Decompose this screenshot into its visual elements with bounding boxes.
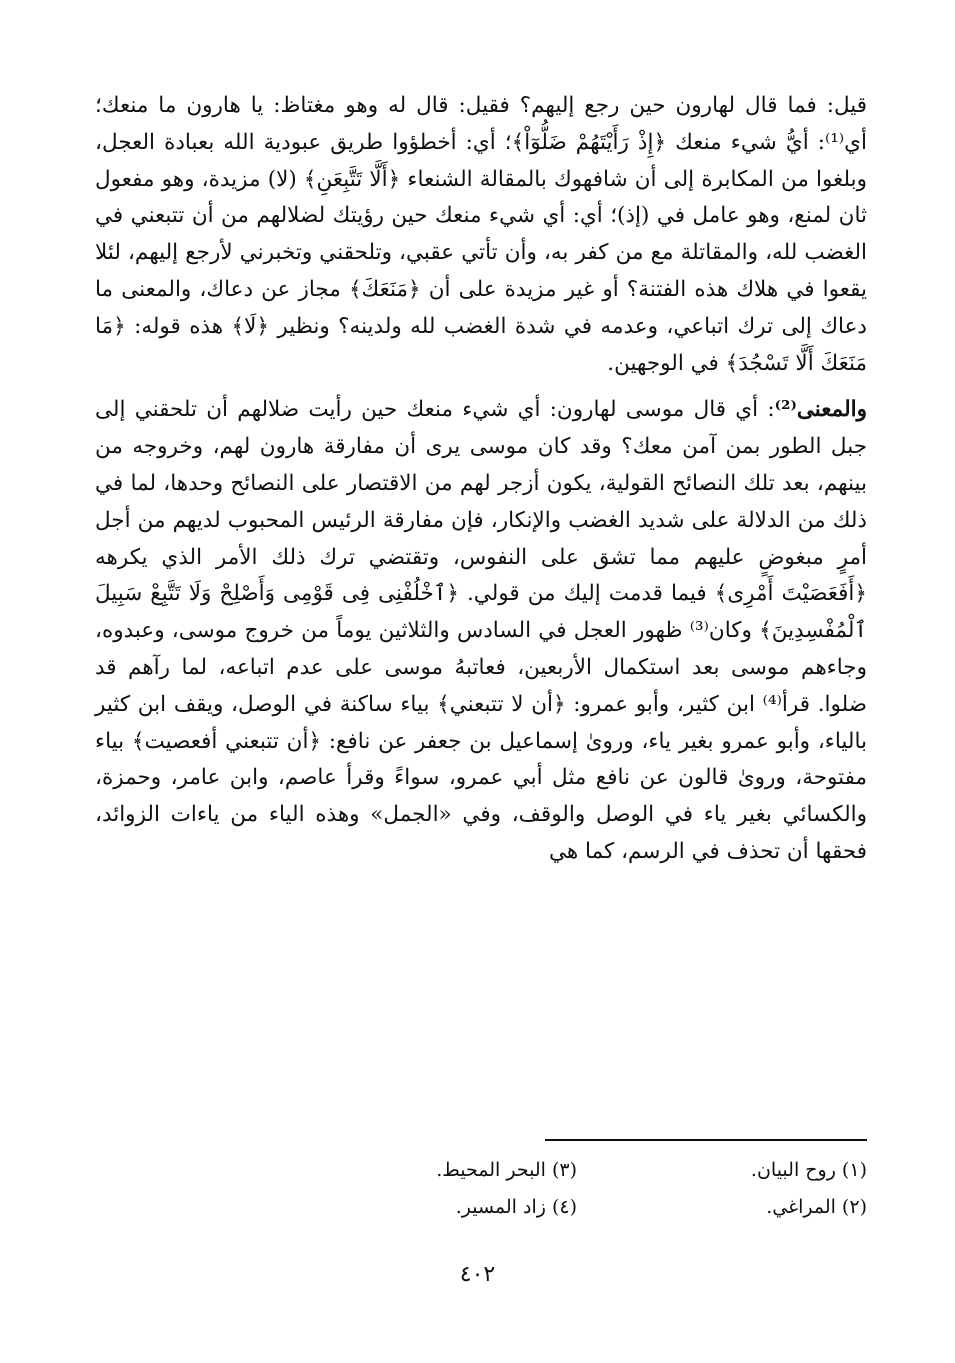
paragraph-2 <box>95 392 867 870</box>
footnote-separator <box>545 1139 867 1141</box>
paragraph-1: قيل: فما قال لهارون حين رجع إليهم؟ فقيل: قال له وهو مغتاظ: يا هارون ما منعك؛ أي⁽¹⁾: أيُّ شيء منعك ﴿إِذْ رَأَيْتَهُمْ ضَلُّوٓاْ﴾؛ أي: أخطؤوا طريق عبودية الله بعبادة العجل، وبلغوا من المكابرة إلى أن شافهوك بالمقالة الشنعاء ﴿أَلَّا تَتَّبِعَنِ﴾ (لا) مزيدة، وهو مفعول ثان لمنع، وهو عامل في (إذ)؛ أي: أي شيء منعك حين رؤيتك لضلالهم من أن تتبعني في الغضب لله، والمقاتلة مع من كفر به، وأن تأتي عقبي، وتلحقني وتخبرني لأرجع إليهم، لئلا يقعوا في هلاك هذه الفتنة؟ أو غير مزيدة على أن ﴿مَنَعَكَ﴾ مجاز عن دعاك، والمعنى ما دعاك إلى ترك اتباعي، وعدمه في شدة الغضب لله ولدينه؟ ونظير ﴿لَا﴾ هذه قوله: ﴿مَا مَنَعَكَ أَلَّا تَسْجُدَ﴾ في الوجهين. <box>95 93 867 376</box>
paragraph-2-body: : أي قال موسى لهارون: أي شيء منعك حين رأيت ضلالهم أن تلحقني إلى جبل الطور بمن آمن معك؟ وقد كان موسى يرى أن مفارقة هارون لهم، وخروجه من بينهم، بعد تلك النصائح القولية، يكون أزجر لهم من الاقتصار على النصائح وحدها، لما في ذلك من الدلالة على شديد الغضب والإنكار، فإن مفارقة الرئيس المحبوب لديهم من أجل أمرٍ مبغوضٍ عليهم مما تشق على النفوس، وتقتضي ترك ذلك الأمر الذي يكرهه ﴿أَفَعَصَيْتَ أَمْرِى﴾ فيما قدمت إليك من قولي. ﴿ٱخْلُفْنِى فِى قَوْمِى وَأَصْلِحْ وَلَا تَتَّبِعْ سَبِيلَ ٱلْمُفْسِدِينَ﴾ وكان⁽³⁾ ظهور العجل في السادس والثلاثين يوماً من خروج موسى، وعبدوه، وجاءهم موسى بعد استكمال الأربعين، فعاتبهُ موسى على عدم اتباعه، لما رآهم قد ضلوا. قرأ⁽⁴⁾ ابن كثير، وأبو عمرو: ﴿أن لا تتبعني﴾ بياء ساكنة في الوصل، ويقف ابن كثير بالياء، وأبو عمرو بغير ياء، وروىٰ إسماعيل بن جعفر عن نافع: ﴿أن تتبعني أفعصيت﴾ بياء مفتوحة، وروىٰ قالون عن نافع مثل أبي عمرو، سواءً وقرأ عاصم، وابن عامر، وحمزة، والكسائي بغير ياء في الوصل والوقف، وفي «الجمل» وهذه الياء من ياءات الزوائد، فحقها أن تحذف في الرسم، كما هي <box>95 397 867 864</box>
page-number: ٤٠٢ <box>459 1262 496 1287</box>
footnote-1: (١) روح البيان. <box>750 1159 867 1181</box>
footnote-row <box>95 1189 867 1226</box>
footnote-row <box>95 1152 867 1189</box>
footnote-4: (٤) زاد المسير. <box>455 1196 577 1218</box>
paragraph-2-lead: والمعنى⁽²⁾ <box>774 397 867 423</box>
main-text <box>95 88 867 871</box>
footnote-2: (٢) المراغي. <box>766 1196 867 1218</box>
footnote-3: (٣) البحر المحيط. <box>436 1159 577 1181</box>
footnotes <box>95 1152 867 1226</box>
